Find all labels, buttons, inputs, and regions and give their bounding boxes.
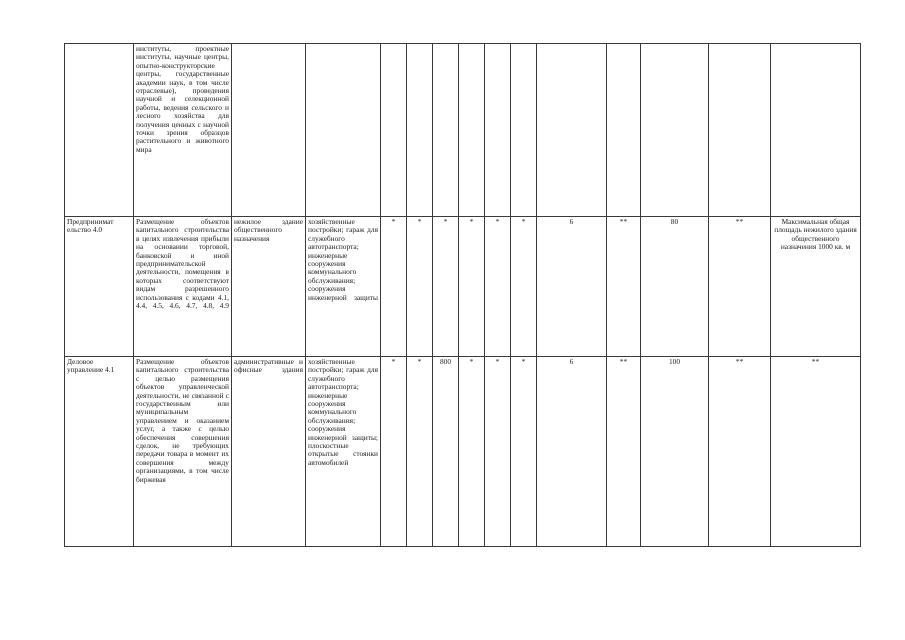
param-cell: * <box>433 217 459 357</box>
param-cell <box>485 44 511 217</box>
description-cell: Размещение объектов капитального строительства в целях извлечения прибыли на основании торговой, банковской и иной предпринимательской деятельности, помещения в которых соответствуют видам разрешенного использования с кодами 4.1, 4.4, 4.5, 4.6, 4.7, 4.8, 4.9 <box>134 217 232 357</box>
note-cell: ** <box>771 357 861 547</box>
param-cell: * <box>485 357 511 547</box>
main-use-cell: нежилое здание общественного назначения <box>232 217 306 357</box>
table-row <box>65 44 861 217</box>
aux-use-cell: хозяйственные постройки; гараж для служебного автотранспорта; инженерные сооружения коммунального обслуживания; сооружения инженерной защиты; плоскостные открытые стоянки автомобилей <box>306 357 381 547</box>
note-cell: Максимальная общая площадь нежилого здания общественного назначения 1000 кв. м <box>771 217 861 357</box>
param-cell: 800 <box>433 357 459 547</box>
main-use-cell: административные и офисные здания <box>232 357 306 547</box>
param-cell: 6 <box>537 217 607 357</box>
param-cell <box>709 44 771 217</box>
param-cell: ** <box>607 217 641 357</box>
param-cell: 100 <box>641 357 709 547</box>
param-cell: * <box>407 357 433 547</box>
description-cell: Размещение объектов капитального строительства с целью размещения объектов управленческой деятельности, не связанной с государственным или муниципальным управлением и оказанием услуг, а также с целью обеспечения совершения сделок, не требующих передачи товара в момент их совершения между организациями, в том числе биржевая <box>134 357 232 547</box>
param-cell: * <box>485 217 511 357</box>
param-cell: * <box>459 357 485 547</box>
table-row <box>65 357 861 547</box>
zone-name-cell: Деловое управление 4.1 <box>65 357 134 547</box>
param-cell <box>433 44 459 217</box>
param-cell <box>607 44 641 217</box>
param-cell: 6 <box>537 357 607 547</box>
param-cell: * <box>459 217 485 357</box>
aux-use-cell <box>306 44 381 217</box>
param-cell: * <box>407 217 433 357</box>
zone-name-cell: Предпринимат ельство 4.0 <box>65 217 134 357</box>
zone-name-cell <box>65 44 134 217</box>
param-cell: ** <box>607 357 641 547</box>
table-row <box>65 217 861 357</box>
param-cell: ** <box>709 357 771 547</box>
main-use-cell <box>232 44 306 217</box>
zoning-regulations-table <box>64 43 861 547</box>
param-cell: * <box>381 217 407 357</box>
param-cell <box>459 44 485 217</box>
param-cell <box>511 44 537 217</box>
param-cell <box>407 44 433 217</box>
param-cell <box>641 44 709 217</box>
param-cell: * <box>381 357 407 547</box>
param-cell: ** <box>709 217 771 357</box>
param-cell: 80 <box>641 217 709 357</box>
param-cell: * <box>511 357 537 547</box>
aux-use-cell: хозяйственные постройки; гараж для служебного автотранспорта; инженерные сооружения коммунального обслуживания; сооружения инженерной защиты <box>306 217 381 357</box>
param-cell: * <box>511 217 537 357</box>
description-cell: институты, проектные институты, научные центры, опытно-конструкторские центры, государственные академии наук, в том числе отраслевые), проведения научной и селекционной работы, ведения сельского и лесного хозяйства для получения ценных с научной точки зрения образцов растительного и животного мира <box>134 44 232 217</box>
param-cell <box>381 44 407 217</box>
param-cell <box>537 44 607 217</box>
note-cell <box>771 44 861 217</box>
